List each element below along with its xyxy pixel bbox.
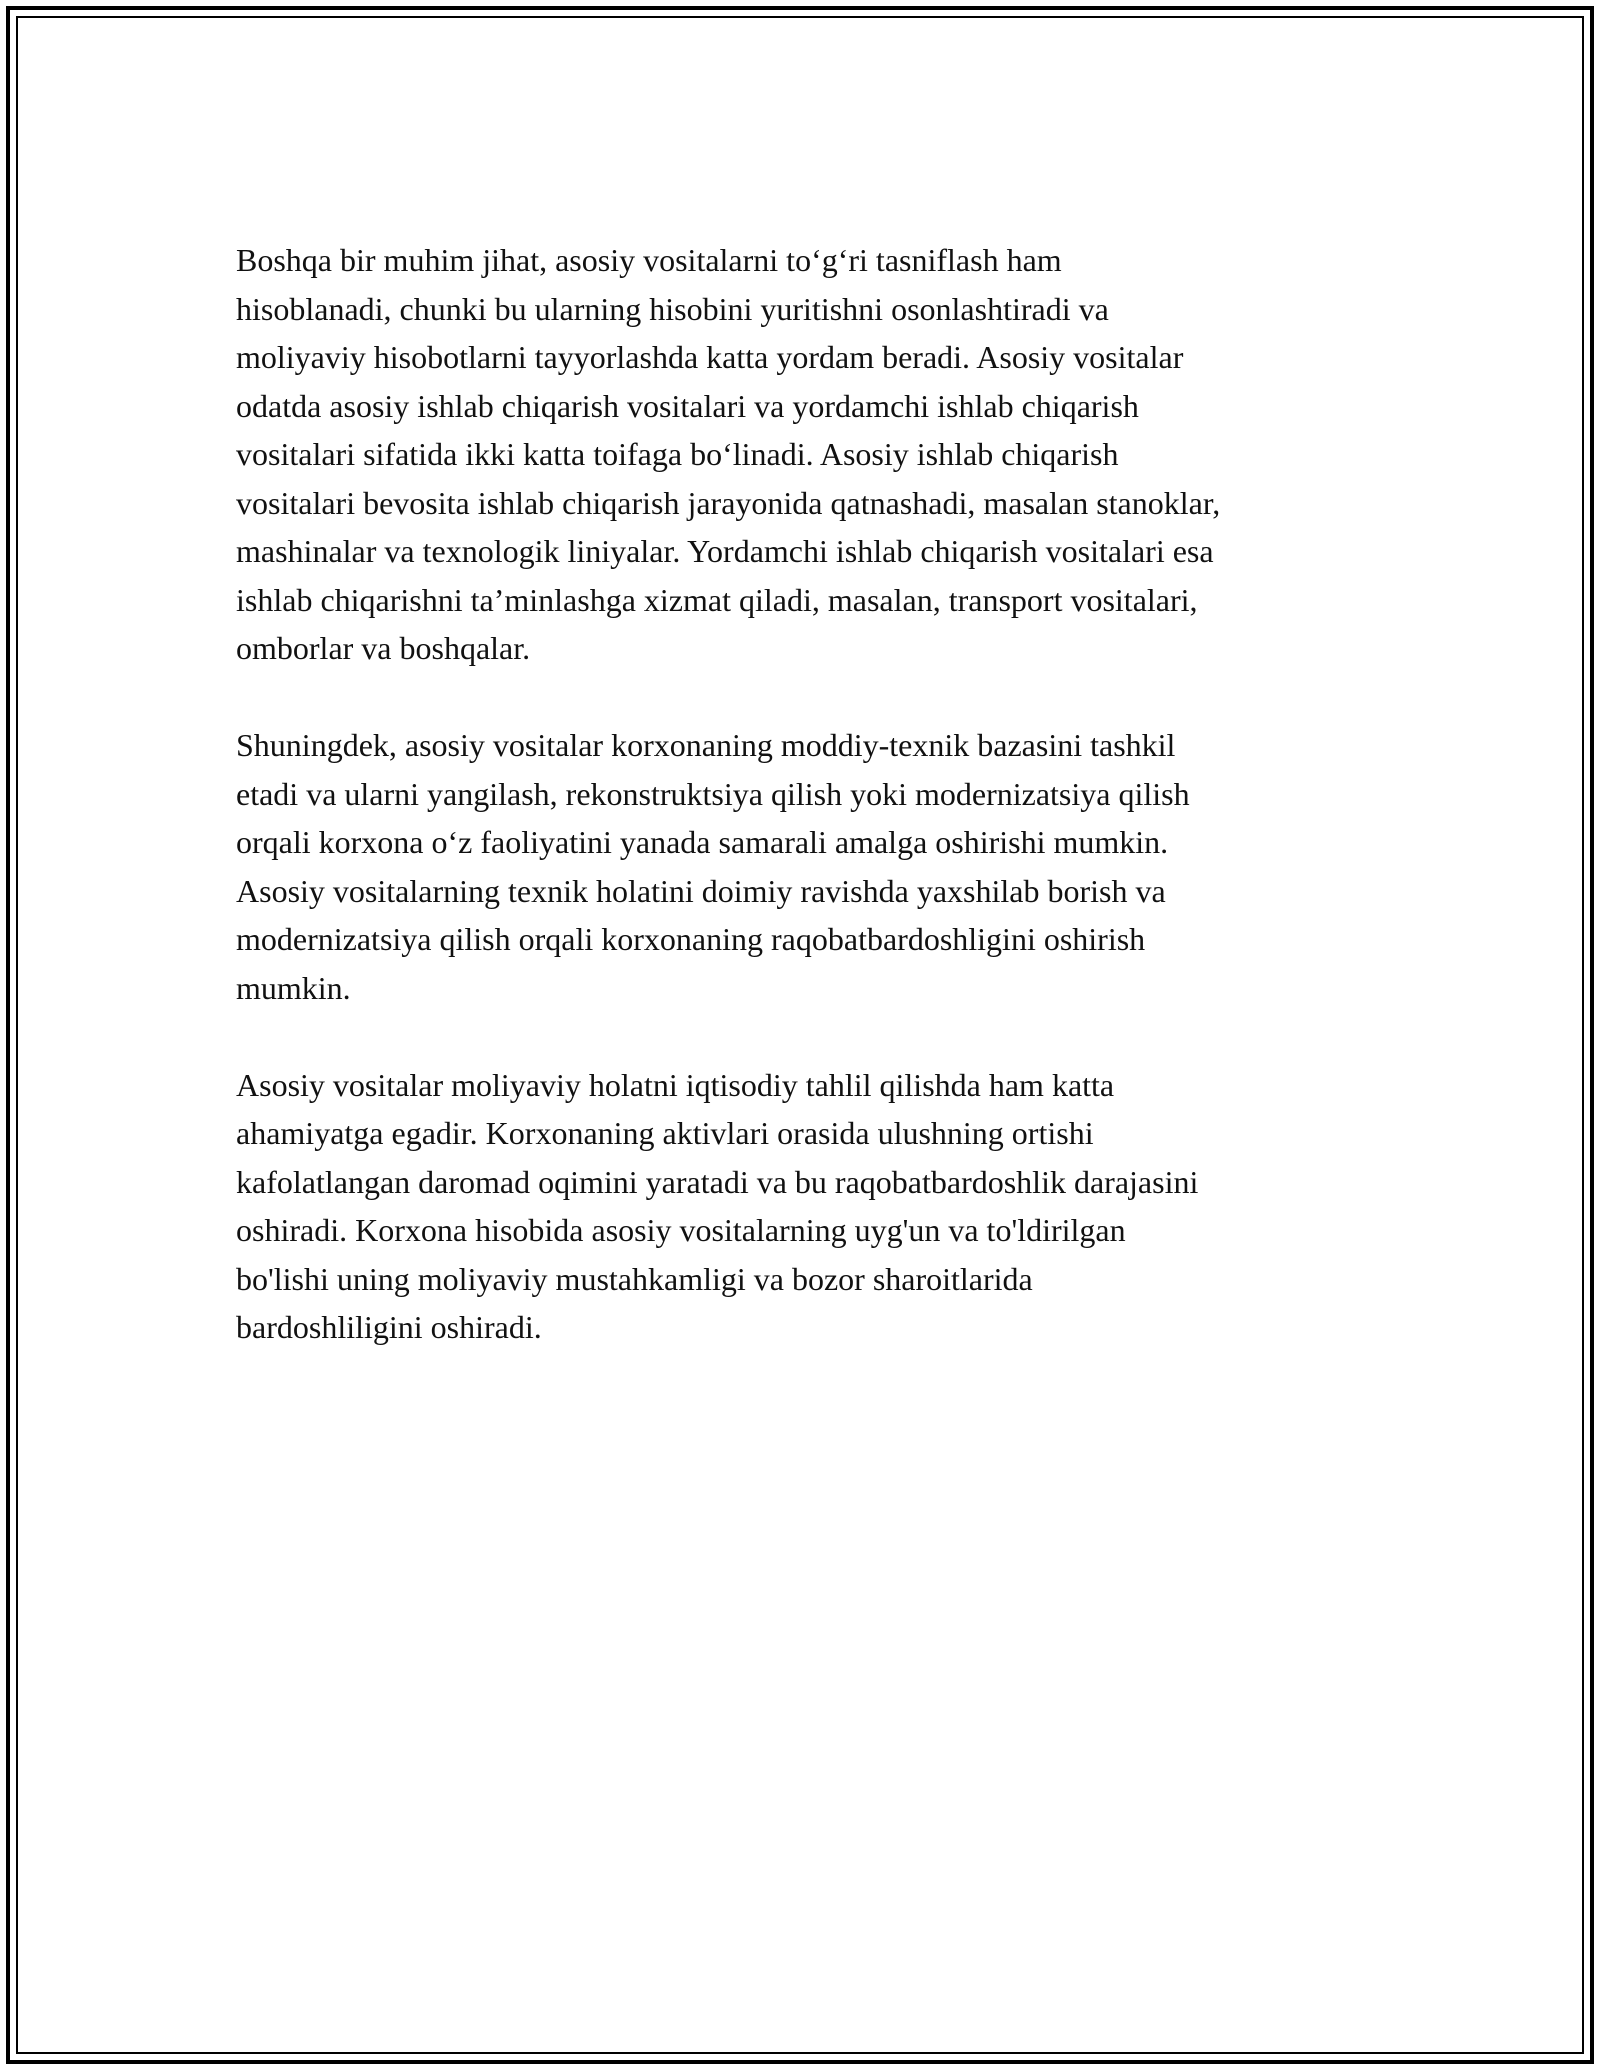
paragraph-2: Shuningdek, asosiy vositalar korxonaning moddiy-texnik bazasini tashkil etadi va ularni yangilash, rekonstruktsiya qilish yoki modernizatsiya qilish orqali korxona o‘z faoliyatini yanada samarali amalga oshirishi mumkin. Asosiy vositalarning texnik holatini doimiy ravishda yaxshilab borish va modernizatsiya qilish orqali korxonaning raqobatbardoshligini oshirish mumkin. [236,727,1190,1006]
paragraph-1: Boshqa bir muhim jihat, asosiy vositalarni to‘g‘ri tasniflash ham hisoblanadi, chunki bu ularning hisobini yuritishni osonlashtiradi va moliyaviy hisobotlarni tayyorlashda katta yordam beradi. Asosiy vositalar odatda asosiy ishlab chiqarish vositalari va yordamchi ishlab chiqarish vositalari sifatida ikki katta toifaga bo‘linadi. Asosiy ishlab chiqarish vositalari bevosita ishlab chiqarish jarayonida qatnashadi, masalan stanoklar, mashinalar va texnologik liniyalar. Yordamchi ishlab chiqarish vositalari esa ishlab chiqarishni ta’minlashga xizmat qiladi, masalan, transport vositalari, omborlar va boshqalar. [236,242,1221,666]
document-body [236,236,1364,1400]
paragraph-3: Asosiy vositalar moliyaviy holatni iqtisodiy tahlil qilishda ham katta ahamiyatga egadir. Korxonaning aktivlari orasida ulushning ortishi kafolatlangan daromad oqimini yaratadi va bu raqobatbardoshlik darajasini oshiradi. Korxona hisobida asosiy vositalarning uyg'un va to'ldirilgan bo'lishi uning moliyaviy mustahkamligi va bozor sharoitlarida bardoshliligini oshiradi. [236,1066,1199,1345]
